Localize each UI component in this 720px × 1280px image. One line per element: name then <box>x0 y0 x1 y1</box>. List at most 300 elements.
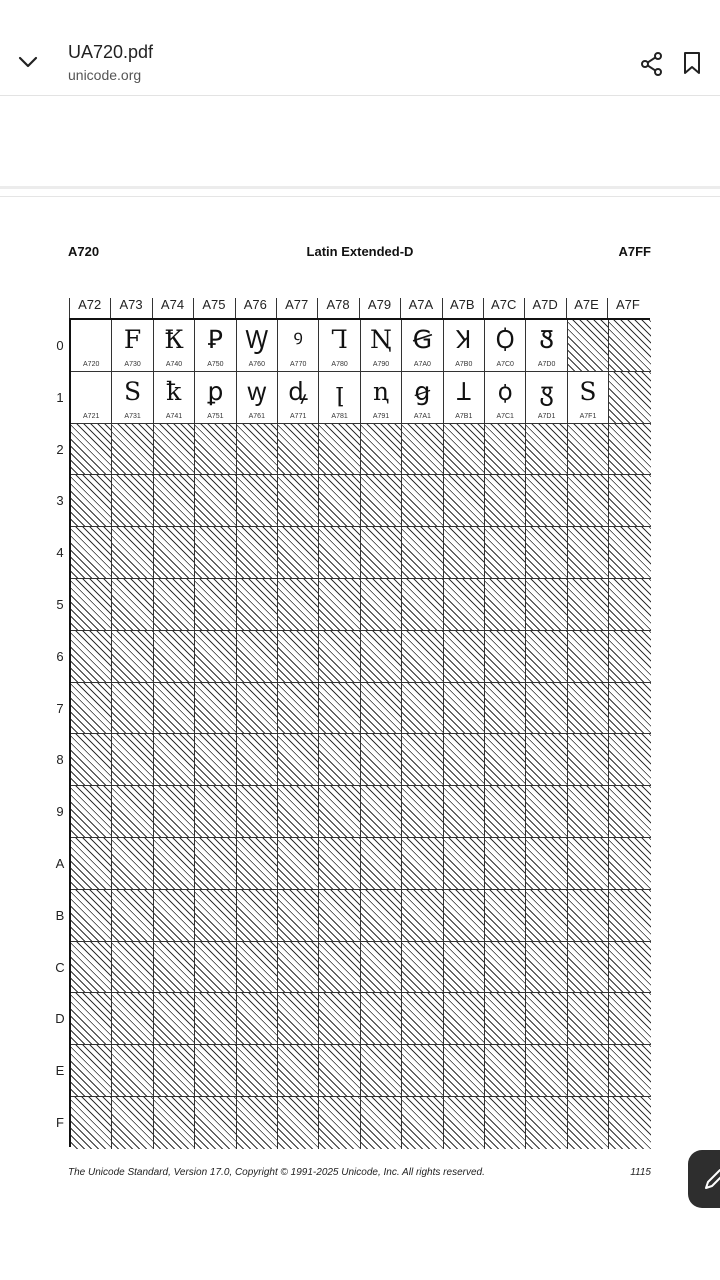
unassigned-cell <box>402 838 443 890</box>
unassigned-cell <box>609 1097 650 1149</box>
unassigned-cell <box>485 579 526 631</box>
unassigned-cell <box>154 942 195 994</box>
unassigned-cell <box>402 683 443 735</box>
character-cell[interactable] <box>444 372 485 424</box>
glyph: ꝁ <box>166 376 182 406</box>
unassigned-cell <box>485 890 526 942</box>
column-header: A78 <box>326 297 350 312</box>
unassigned-cell <box>526 631 567 683</box>
unassigned-cell <box>609 942 650 994</box>
unassigned-cell <box>278 890 319 942</box>
unassigned-cell <box>112 475 153 527</box>
app-bar <box>0 0 720 96</box>
unassigned-cell <box>319 527 360 579</box>
code-point-label: A7F1 <box>579 412 597 420</box>
unassigned-cell <box>526 993 567 1045</box>
share-icon[interactable] <box>638 50 666 78</box>
unassigned-cell <box>361 631 402 683</box>
glyph: ꟑ <box>539 376 554 406</box>
code-point-label: A790 <box>372 360 390 368</box>
glyph: Ʞ <box>456 325 472 354</box>
unassigned-cell <box>112 1097 153 1149</box>
code-point-label: A760 <box>248 360 265 368</box>
code-point-label: A7D0 <box>537 360 556 368</box>
unassigned-cell <box>361 475 402 527</box>
unassigned-cell <box>526 424 567 476</box>
unassigned-cell <box>319 1097 360 1149</box>
character-cell[interactable] <box>154 320 195 372</box>
unassigned-cell <box>319 424 360 476</box>
unassigned-cell <box>237 527 278 579</box>
unassigned-cell <box>71 734 112 786</box>
unassigned-cell <box>237 890 278 942</box>
unassigned-cell <box>71 942 112 994</box>
code-point-label: A7D1 <box>537 412 556 420</box>
unassigned-cell <box>154 579 195 631</box>
unassigned-cell <box>361 527 402 579</box>
row-header: 0 <box>56 338 64 353</box>
code-point-label: A740 <box>165 360 183 368</box>
unassigned-cell <box>195 424 236 476</box>
document-source: unicode.org <box>68 67 142 83</box>
character-cell[interactable] <box>112 372 153 424</box>
unassigned-cell <box>154 993 195 1045</box>
row-header: 5 <box>56 597 64 612</box>
unassigned-cell <box>568 838 609 890</box>
unassigned-cell <box>526 890 567 942</box>
unassigned-cell <box>485 993 526 1045</box>
pencil-icon <box>702 1166 720 1192</box>
unassigned-cell <box>195 942 236 994</box>
column-header: A7F <box>615 297 640 312</box>
unassigned-cell <box>71 475 112 527</box>
unassigned-cell <box>526 838 567 890</box>
unassigned-cell <box>195 786 236 838</box>
unassigned-cell <box>609 838 650 890</box>
page-number: 1115 <box>630 1167 651 1178</box>
row-header: 2 <box>56 441 64 457</box>
row-header: A <box>55 856 65 871</box>
unassigned-cell <box>568 424 609 476</box>
unassigned-cell <box>609 734 650 786</box>
row-header: 7 <box>56 700 64 716</box>
unassigned-cell <box>112 942 153 994</box>
unassigned-cell <box>71 890 112 942</box>
unassigned-cell <box>568 320 609 372</box>
column-separator <box>483 298 484 318</box>
unassigned-cell <box>237 683 278 735</box>
column-header: A7B <box>450 297 475 312</box>
unassigned-cell <box>278 734 319 786</box>
unassigned-cell <box>568 786 609 838</box>
unassigned-cell <box>609 993 650 1045</box>
code-point-label: A751 <box>207 412 224 420</box>
document-title: UA720.pdf <box>68 42 154 62</box>
unassigned-cell <box>278 527 319 579</box>
unassigned-cell <box>444 1097 485 1149</box>
unassigned-cell <box>485 1097 526 1149</box>
unassigned-cell <box>444 786 485 838</box>
unassigned-cell <box>237 1045 278 1097</box>
unassigned-cell <box>71 1045 112 1097</box>
column-separator <box>359 298 360 318</box>
character-cell[interactable] <box>278 372 319 424</box>
unassigned-cell <box>319 1045 360 1097</box>
unassigned-cell <box>402 424 443 476</box>
unassigned-cell <box>568 683 609 735</box>
row-header: 6 <box>56 648 64 664</box>
unassigned-cell <box>319 890 360 942</box>
unassigned-cell <box>609 424 650 476</box>
range-start: A720 <box>68 244 100 259</box>
unassigned-cell <box>402 631 443 683</box>
unassigned-cell <box>361 1097 402 1149</box>
unassigned-cell <box>444 683 485 735</box>
unassigned-cell <box>526 527 567 579</box>
character-cell[interactable] <box>485 320 526 372</box>
unassigned-cell <box>154 683 195 735</box>
character-cell[interactable] <box>195 372 236 424</box>
unassigned-cell <box>444 993 485 1045</box>
unassigned-cell <box>319 475 360 527</box>
unassigned-cell <box>361 579 402 631</box>
character-cell[interactable] <box>237 372 278 424</box>
code-point-label: A730 <box>124 360 141 368</box>
unassigned-cell <box>237 475 278 527</box>
unassigned-cell <box>154 1097 195 1149</box>
unassigned-cell <box>112 579 153 631</box>
unassigned-cell <box>361 993 402 1045</box>
unassigned-cell <box>402 786 443 838</box>
unassigned-cell <box>609 786 650 838</box>
unassigned-cell <box>237 579 278 631</box>
unassigned-cell <box>154 734 195 786</box>
unassigned-cell <box>195 734 236 786</box>
code-point-label: A781 <box>331 412 348 420</box>
copyright-footer: The Unicode Standard, Version 17.0, Copyright © 1991-2025 Unicode, Inc. All rights reserved. <box>68 1167 485 1178</box>
unassigned-cell <box>568 527 609 579</box>
code-point-label: A770 <box>290 360 307 368</box>
character-cell[interactable] <box>485 372 526 424</box>
unassigned-cell <box>237 993 278 1045</box>
code-point-label: A741 <box>165 412 183 420</box>
character-cell[interactable] <box>526 372 567 424</box>
row-header: B <box>55 907 65 923</box>
glyph: ꝰ <box>293 325 303 354</box>
character-cell[interactable] <box>154 372 195 424</box>
unassigned-cell <box>71 631 112 683</box>
code-point-label: A771 <box>290 412 307 420</box>
code-point-label: A7C0 <box>496 360 514 368</box>
unassigned-cell <box>154 631 195 683</box>
unassigned-cell <box>237 1097 278 1149</box>
unassigned-cell <box>112 890 153 942</box>
character-cell[interactable] <box>195 320 236 372</box>
unassigned-cell <box>526 734 567 786</box>
glyph: S <box>579 376 597 406</box>
glyph: Ꝑ <box>207 325 223 354</box>
unassigned-cell <box>568 890 609 942</box>
unassigned-cell <box>319 942 360 994</box>
code-point-label: A721 <box>83 412 100 420</box>
unassigned-cell <box>526 475 567 527</box>
unassigned-cell <box>71 527 112 579</box>
code-point-label: A780 <box>331 360 348 368</box>
unassigned-cell <box>237 838 278 890</box>
unassigned-cell <box>485 683 526 735</box>
unassigned-cell <box>278 942 319 994</box>
column-separator <box>152 298 153 318</box>
unassigned-cell <box>237 734 278 786</box>
code-point-label: A731 <box>124 412 141 420</box>
unassigned-cell <box>112 838 153 890</box>
unassigned-cell <box>195 631 236 683</box>
glyph: S <box>124 376 142 406</box>
unassigned-cell <box>361 1045 402 1097</box>
unassigned-cell <box>568 475 609 527</box>
unassigned-cell <box>444 1045 485 1097</box>
glyph: Ꝡ <box>245 325 269 354</box>
unassigned-cell <box>609 631 650 683</box>
row-header: C <box>55 959 65 975</box>
unassigned-cell <box>402 993 443 1045</box>
unassigned-cell <box>195 579 236 631</box>
unassigned-cell <box>71 786 112 838</box>
character-cell[interactable] <box>319 372 360 424</box>
row-header: E <box>55 1063 65 1079</box>
column-separator <box>276 298 277 318</box>
unassigned-cell <box>361 683 402 735</box>
code-point-label: A761 <box>248 412 265 420</box>
unassigned-cell <box>485 734 526 786</box>
unassigned-cell <box>195 1097 236 1149</box>
column-separator <box>442 298 443 318</box>
unassigned-cell <box>609 372 650 424</box>
unassigned-cell <box>278 1045 319 1097</box>
code-chart-grid <box>69 318 650 1147</box>
unassigned-cell <box>319 734 360 786</box>
column-header: A7A <box>408 297 434 312</box>
character-cell[interactable] <box>402 320 443 372</box>
character-cell[interactable] <box>444 320 485 372</box>
unassigned-cell <box>402 527 443 579</box>
column-separator <box>607 298 608 318</box>
unassigned-cell <box>278 786 319 838</box>
unassigned-cell <box>444 631 485 683</box>
unassigned-cell <box>319 631 360 683</box>
glyph: ꝑ <box>207 376 224 406</box>
unassigned-cell <box>485 786 526 838</box>
unassigned-cell <box>278 475 319 527</box>
unassigned-cell <box>361 424 402 476</box>
unassigned-cell <box>154 527 195 579</box>
unassigned-cell <box>402 734 443 786</box>
unassigned-cell <box>402 890 443 942</box>
row-header: 3 <box>56 493 64 509</box>
glyph: ꝡ <box>247 376 267 406</box>
page-gap <box>0 186 720 189</box>
unassigned-cell <box>402 579 443 631</box>
unassigned-cell <box>71 424 112 476</box>
unassigned-cell <box>609 320 650 372</box>
unassigned-cell <box>526 1097 567 1149</box>
column-separator <box>110 298 111 318</box>
unassigned-cell <box>195 890 236 942</box>
unassigned-cell <box>526 579 567 631</box>
character-cell[interactable] <box>526 320 567 372</box>
unassigned-cell <box>278 683 319 735</box>
column-separator <box>524 298 525 318</box>
unassigned-cell <box>568 993 609 1045</box>
unassigned-cell <box>319 579 360 631</box>
column-header: A74 <box>160 297 185 312</box>
column-header: A76 <box>243 297 267 312</box>
character-cell[interactable] <box>278 320 319 372</box>
unassigned-cell <box>444 527 485 579</box>
code-point-label: A7A0 <box>413 360 431 368</box>
unassigned-cell <box>609 683 650 735</box>
unassigned-cell <box>278 838 319 890</box>
unassigned-cell <box>609 579 650 631</box>
row-header: 8 <box>56 752 64 768</box>
unassigned-cell <box>319 993 360 1045</box>
unassigned-cell <box>444 890 485 942</box>
code-point-label: A7B1 <box>455 412 473 420</box>
unassigned-cell <box>568 631 609 683</box>
unassigned-cell <box>485 475 526 527</box>
unassigned-cell <box>237 942 278 994</box>
unassigned-cell <box>278 424 319 476</box>
bookmark-icon[interactable] <box>680 50 704 76</box>
unassigned-cell <box>154 786 195 838</box>
block-title: Latin Extended-D <box>306 244 414 259</box>
character-cell[interactable] <box>361 372 402 424</box>
unassigned-cell <box>237 631 278 683</box>
character-cell[interactable] <box>237 320 278 372</box>
column-separator <box>400 298 401 318</box>
unassigned-cell <box>195 475 236 527</box>
unassigned-cell <box>485 1045 526 1097</box>
unassigned-cell <box>402 475 443 527</box>
unassigned-cell <box>112 1045 153 1097</box>
row-header: D <box>55 1011 65 1027</box>
unassigned-cell <box>485 424 526 476</box>
glyph: Ꟁ <box>495 325 515 354</box>
code-point-label: A7A1 <box>413 412 431 420</box>
unassigned-cell <box>485 631 526 683</box>
column-header: A7D <box>532 297 558 312</box>
unassigned-cell <box>444 475 485 527</box>
unassigned-cell <box>112 631 153 683</box>
glyph: ꞁ <box>335 376 344 406</box>
unassigned-cell <box>278 631 319 683</box>
unassigned-cell <box>154 1045 195 1097</box>
code-point-label: A720 <box>83 360 100 368</box>
unassigned-cell <box>361 838 402 890</box>
unassigned-cell <box>112 993 153 1045</box>
code-point-label: A7C1 <box>496 412 514 420</box>
unassigned-cell <box>195 683 236 735</box>
unassigned-cell <box>444 579 485 631</box>
unassigned-cell <box>154 475 195 527</box>
glyph: Ꞁ <box>331 325 348 354</box>
unassigned-cell <box>485 527 526 579</box>
unassigned-cell <box>195 838 236 890</box>
unassigned-cell <box>568 1045 609 1097</box>
character-cell[interactable] <box>568 372 609 424</box>
glyph: F <box>123 325 142 354</box>
unassigned-cell <box>154 890 195 942</box>
page-gap-line <box>0 196 720 197</box>
character-cell[interactable] <box>361 320 402 372</box>
row-header: 1 <box>56 389 64 405</box>
unassigned-cell <box>112 424 153 476</box>
unassigned-cell <box>278 579 319 631</box>
code-point-label: A750 <box>207 360 224 368</box>
column-separator <box>566 298 567 318</box>
character-cell[interactable] <box>71 320 112 372</box>
row-header: F <box>56 1115 64 1130</box>
unassigned-cell <box>237 786 278 838</box>
row-header: 9 <box>56 804 64 820</box>
unassigned-cell <box>278 993 319 1045</box>
glyph: Ꟑ <box>539 325 554 354</box>
unassigned-cell <box>568 579 609 631</box>
unassigned-cell <box>71 993 112 1045</box>
unassigned-cell <box>71 683 112 735</box>
unassigned-cell <box>154 838 195 890</box>
unassigned-cell <box>609 890 650 942</box>
column-header: A7E <box>574 297 599 312</box>
unassigned-cell <box>402 1045 443 1097</box>
column-header: A75 <box>202 297 226 312</box>
unassigned-cell <box>568 942 609 994</box>
unassigned-cell <box>485 942 526 994</box>
edit-fab[interactable] <box>688 1150 720 1208</box>
column-separator <box>235 298 236 318</box>
range-end: A7FF <box>618 244 651 259</box>
unassigned-cell <box>609 475 650 527</box>
code-point-label: A791 <box>372 412 390 420</box>
unassigned-cell <box>71 1097 112 1149</box>
unassigned-cell <box>485 838 526 890</box>
unassigned-cell <box>609 527 650 579</box>
chevron-down-icon[interactable] <box>14 48 42 76</box>
unassigned-cell <box>195 527 236 579</box>
unassigned-cell <box>361 786 402 838</box>
unassigned-cell <box>568 1097 609 1149</box>
unassigned-cell <box>361 734 402 786</box>
character-cell[interactable] <box>71 372 112 424</box>
unassigned-cell <box>444 734 485 786</box>
character-cell[interactable] <box>112 320 153 372</box>
unassigned-cell <box>195 1045 236 1097</box>
unassigned-cell <box>568 734 609 786</box>
column-header: A77 <box>285 297 309 312</box>
glyph: ꝱ <box>288 376 309 406</box>
column-separator <box>193 298 194 318</box>
column-header: A7C <box>491 297 517 312</box>
column-separator <box>317 298 318 318</box>
character-cell[interactable] <box>402 372 443 424</box>
glyph: Ꞑ <box>370 325 392 354</box>
unassigned-cell <box>526 683 567 735</box>
unassigned-cell <box>609 1045 650 1097</box>
unassigned-cell <box>112 786 153 838</box>
glyph: ꞡ <box>414 376 431 406</box>
unassigned-cell <box>319 786 360 838</box>
character-cell[interactable] <box>319 320 360 372</box>
